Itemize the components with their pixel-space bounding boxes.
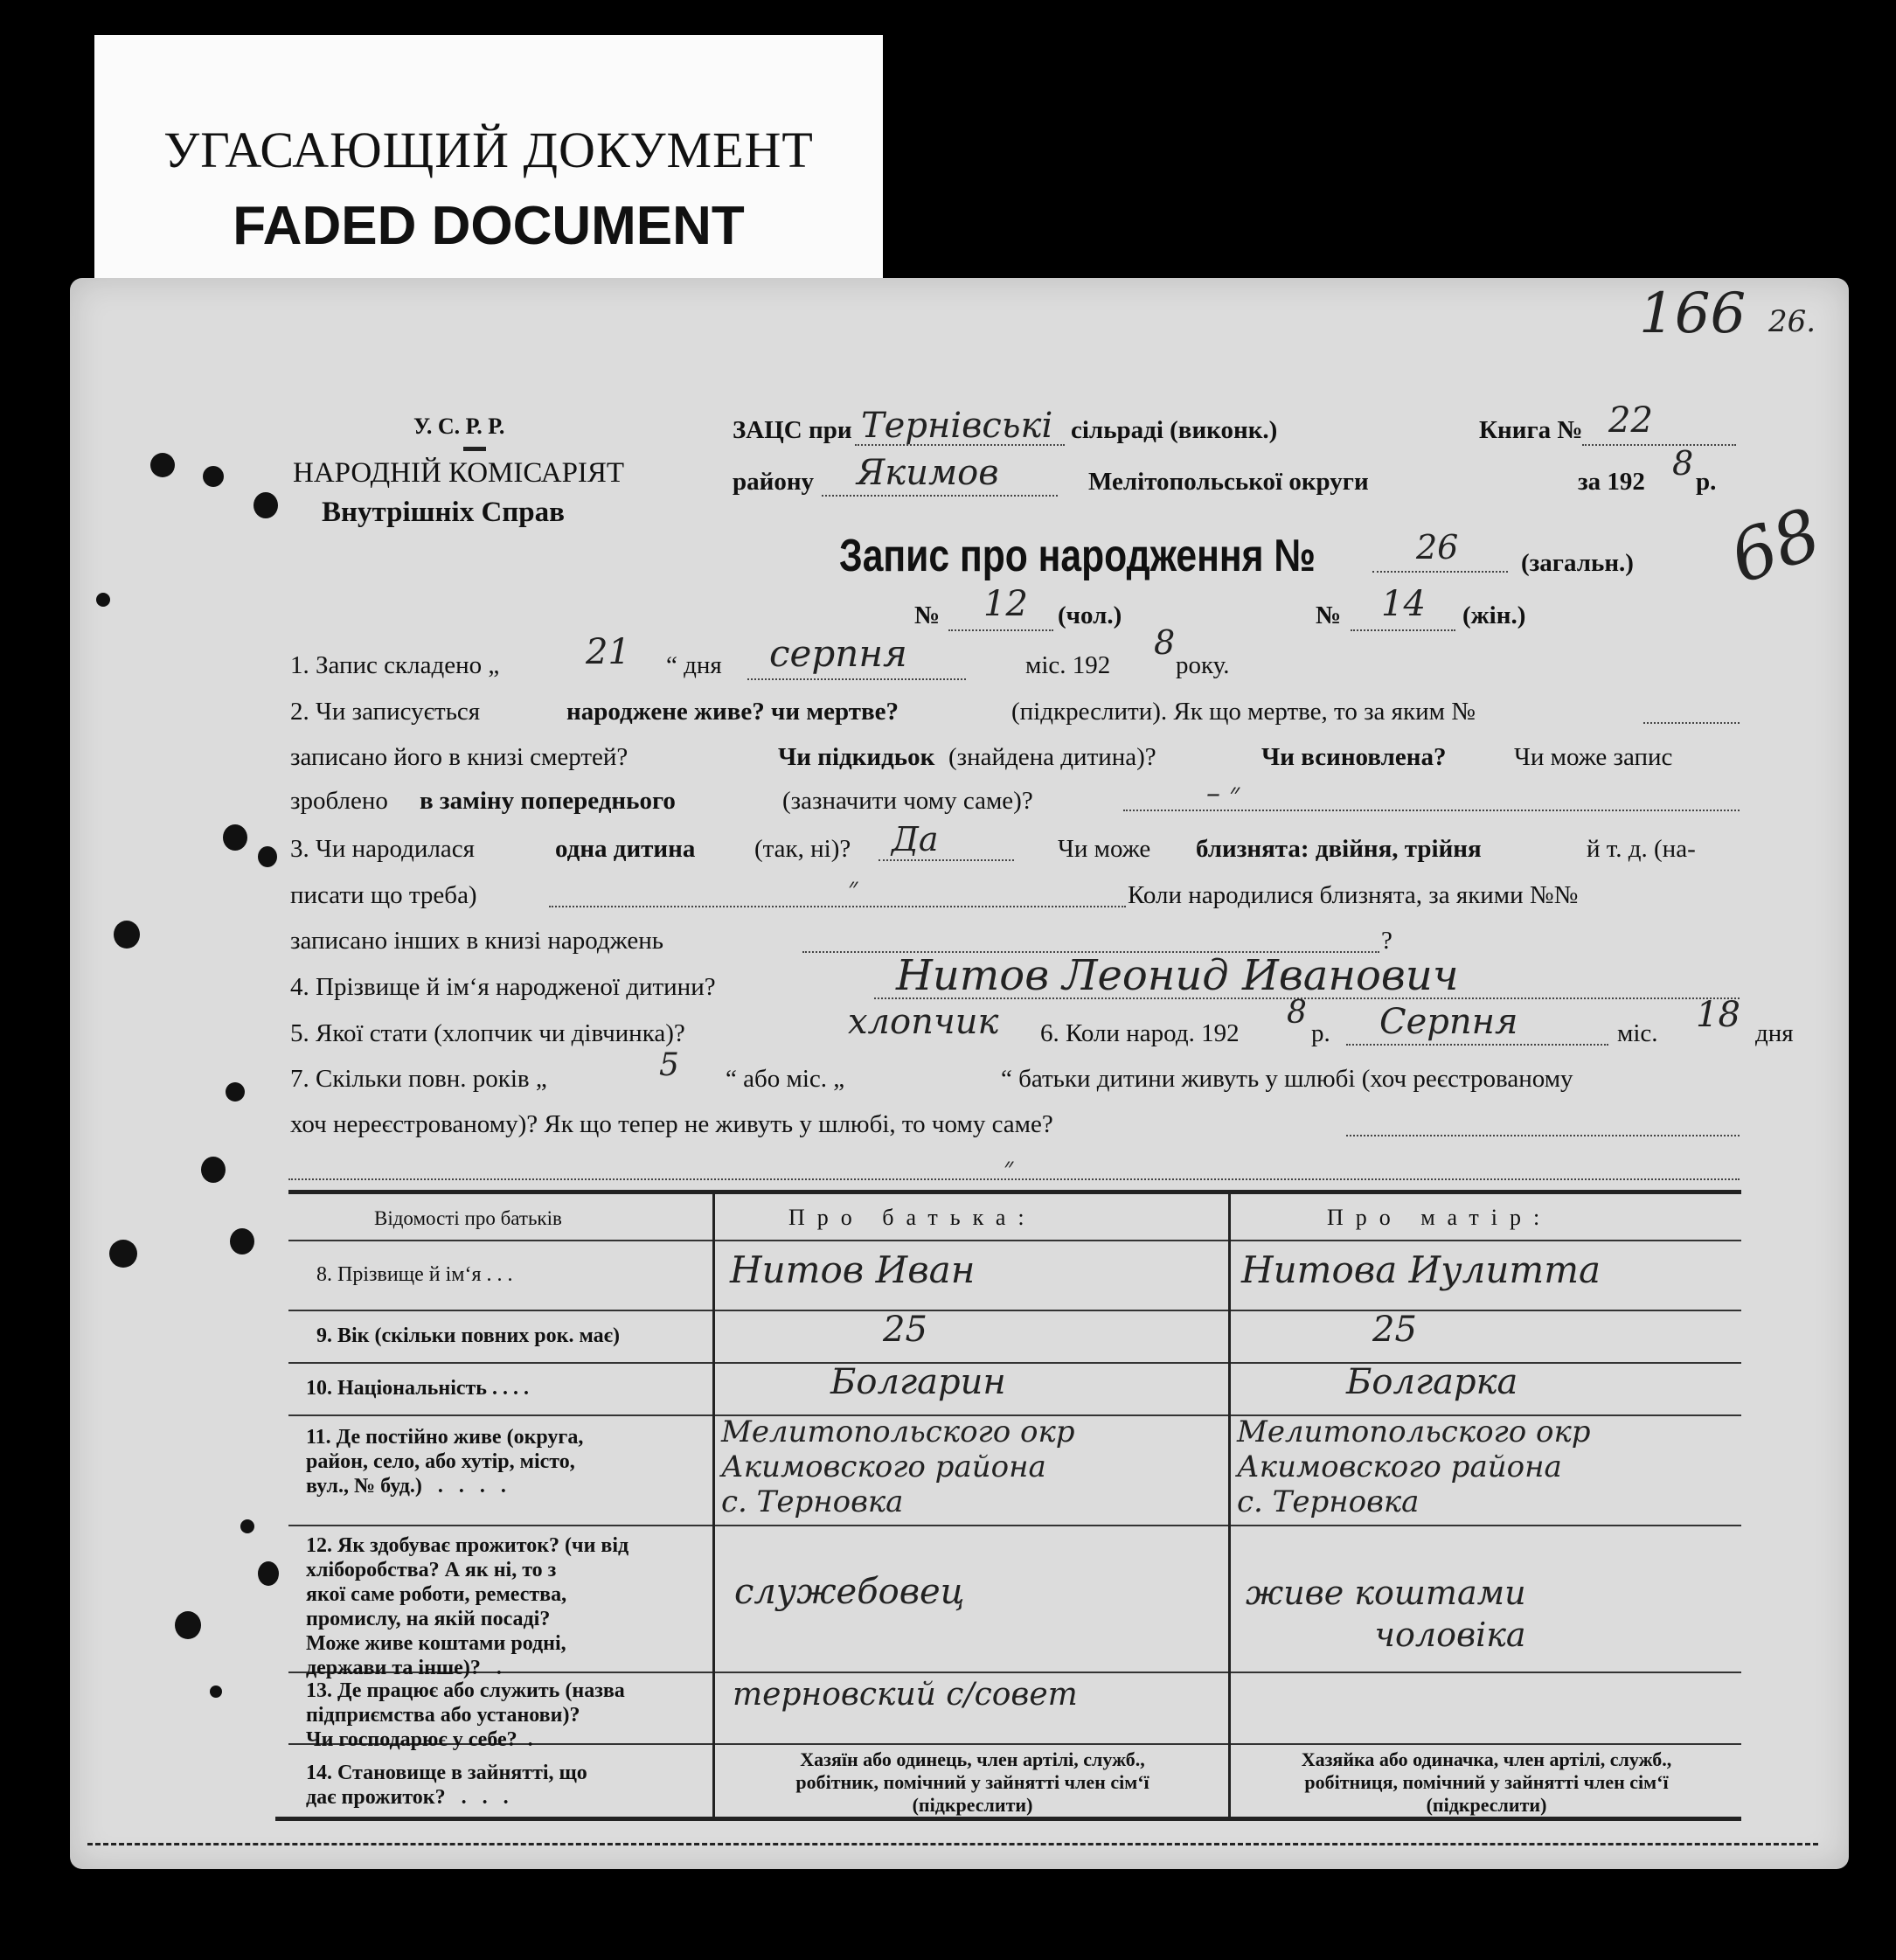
punch-hole — [226, 1082, 245, 1102]
q1-month-line — [747, 678, 966, 680]
punch-hole — [230, 1228, 254, 1255]
punch-hole — [223, 824, 247, 851]
q2-line3c: (зазначити чому саме)? — [782, 787, 1033, 815]
female-number-label: № — [1316, 601, 1342, 629]
record-number-line — [1372, 571, 1508, 573]
row9-father: 25 — [883, 1310, 927, 1350]
district-label: району — [733, 468, 815, 496]
q3-answer-line — [879, 859, 1014, 861]
internal-affairs-heading: Внутрішніх Справ — [322, 497, 565, 528]
male-number-line — [948, 629, 1053, 631]
row8-label: 8. Прізвище й ім‘я . . . — [316, 1263, 513, 1286]
q2-line3a: зроблено — [290, 787, 388, 815]
punch-hole — [96, 593, 110, 607]
row9-mother: 25 — [1372, 1310, 1417, 1350]
book-number: 22 — [1608, 400, 1653, 441]
q2-line2b: Чи підкидьок — [778, 743, 935, 771]
bottom-edge-line — [87, 1843, 1818, 1845]
q3-answer: Да — [892, 820, 939, 858]
birth-record-form — [70, 278, 1849, 1869]
q3-line1a: 3. Чи народилася — [290, 835, 476, 863]
row-line — [288, 1310, 1741, 1311]
row14-father: Хазяїн або одинець, член артілі, служб., робітник, помічний у зайнятті член сім‘ї (підкреслити) — [795, 1748, 1149, 1816]
row-line — [288, 1362, 1741, 1364]
punch-hole — [175, 1611, 201, 1639]
zags-line — [855, 444, 1065, 446]
punch-hole — [114, 921, 140, 949]
q3-line2a: писати що треба) — [290, 881, 477, 909]
q2-line1c: (підкреслити). Як що мертве, то за яким № — [1011, 698, 1476, 726]
male-number-label: № — [914, 601, 941, 629]
punch-hole — [150, 453, 175, 477]
row13-label: 13. Де працює або служить (назва підприємства або установи)? Чи господарює у себе? . — [306, 1679, 625, 1751]
ussr-heading: У. С. Р. Р. — [413, 414, 505, 439]
district-name: Якимов — [857, 453, 999, 493]
q7-answer: ״ — [1004, 1152, 1014, 1183]
column-divider — [712, 1194, 715, 1817]
q7-line3-line — [288, 1178, 1740, 1180]
q6-day: 18 — [1696, 995, 1740, 1035]
row10-label: 10. Національність . . . . — [306, 1377, 529, 1400]
punch-hole — [210, 1685, 222, 1698]
q3-line1b: одна дитина — [555, 835, 696, 863]
page-number: 166 — [1639, 281, 1747, 346]
q7-line2-line — [1346, 1135, 1740, 1136]
q7-line2: хоч нереєстрованому)? Як що тепер не живуть у шлюбі, то чому саме? — [290, 1110, 1053, 1138]
q7-label-a: 7. Скільки повн. років „ — [290, 1065, 547, 1093]
q5-sex: хлопчик — [848, 1002, 999, 1042]
zags-village: Тернівські — [861, 406, 1053, 446]
male-number: 12 — [983, 584, 1028, 624]
general-tag: (загальн.) — [1521, 549, 1634, 577]
q1-mid: “ дня — [666, 651, 722, 679]
q1-day: 21 — [586, 632, 630, 672]
q6-month: Серпня — [1379, 1002, 1518, 1042]
q2-answer: – ״ — [1206, 776, 1240, 810]
q2-line2e: Чи може запис — [1514, 743, 1673, 771]
q4-label: 4. Прізвище й ім‘я народженої дитини? — [290, 973, 716, 1001]
q3-line1e: близнята: двійня, трійня — [1196, 835, 1482, 863]
q2-line2c: (знайдена дитина)? — [948, 743, 1156, 771]
female-number: 14 — [1381, 584, 1426, 624]
col-header-parents: Відомості про батьків — [374, 1207, 562, 1229]
row13-father: терновский с/совет — [733, 1677, 1078, 1713]
q7-label-c: “ батьки дитини живуть у шлюбі (хоч реєстрованому — [1001, 1065, 1573, 1093]
q6-label: 6. Коли народ. 192 — [1040, 1019, 1240, 1047]
q6-mis: міс. — [1617, 1019, 1658, 1047]
q2-line2d: Чи всиновлена? — [1261, 743, 1447, 771]
q7-years: 5 — [659, 1047, 679, 1083]
q3-line1d: Чи може — [1058, 835, 1151, 863]
punch-hole — [203, 466, 224, 487]
year-digit: 8 — [1672, 444, 1694, 483]
q3-line2-answer: ״ — [848, 872, 858, 903]
punch-hole — [253, 492, 278, 518]
q3-line1f: й т. д. (на- — [1587, 835, 1696, 863]
q6-year-digit: 8 — [1287, 995, 1307, 1031]
female-number-line — [1351, 629, 1455, 631]
year-suffix: р. — [1696, 468, 1717, 496]
row12-label: 12. Як здобуває прожиток? (чи від хліборобства? А як ні, то з якої саме роботи, ремества, промислу, на якій посаді? Може живе коштами родні, держави та інше)? . — [306, 1534, 629, 1679]
okrug-label: Мелітопольської округи — [1088, 468, 1369, 496]
row10-father: Болгарин — [830, 1362, 1006, 1402]
district-line — [822, 495, 1058, 497]
q1-year-digit: 8 — [1154, 623, 1176, 662]
male-tag: (чол.) — [1058, 601, 1122, 629]
q3-line3b: ? — [1381, 927, 1392, 955]
year-label: за 192 — [1578, 468, 1645, 496]
book-label: Книга № — [1479, 416, 1583, 444]
row14-mother: Хазяйка або одиначка, член артілі, служб., робітниця, помічний у зайнятті член сім‘ї (підкреслити) — [1301, 1748, 1672, 1816]
q1-roku: року. — [1176, 651, 1230, 679]
q3-line1c: (так, ні)? — [754, 835, 851, 863]
q1-month: серпня — [769, 632, 907, 675]
row12-father: служебовец — [734, 1572, 965, 1612]
q1-mis: міс. 192 — [1025, 651, 1111, 679]
row10-mother: Болгарка — [1346, 1362, 1518, 1402]
book-line — [1582, 444, 1736, 446]
row-line — [288, 1525, 1741, 1526]
q3-line2b: Коли народилися близнята, за якими №№ — [1128, 881, 1579, 909]
col-header-father: Про батька: — [788, 1205, 1037, 1230]
punch-hole — [201, 1157, 226, 1183]
table-header-line — [288, 1240, 1741, 1241]
row8-father: Нитов Иван — [730, 1248, 976, 1291]
q2-line3-line — [1123, 810, 1740, 811]
label-english: FADED DOCUMENT — [233, 196, 745, 256]
q1-label: 1. Запис складено „ — [290, 651, 500, 679]
q3-line2-line — [549, 906, 1126, 907]
q2-death-no-line — [1643, 722, 1740, 724]
q2-line2a: записано його в книзі смертей? — [290, 743, 629, 771]
q6-r: р. — [1311, 1019, 1330, 1047]
row14-label: 14. Становище в зайнятті, що дає прожиток? . . . — [306, 1762, 587, 1809]
punch-hole — [240, 1519, 254, 1533]
zags-council: сільраді (виконк.) — [1071, 416, 1278, 444]
margin-mark: 68 — [1719, 492, 1831, 600]
q6-month-line — [1346, 1044, 1608, 1046]
record-number-general: 26 — [1416, 528, 1459, 566]
q2-line1b: народжене живе? чи мертве? — [566, 698, 899, 726]
female-tag: (жін.) — [1462, 601, 1526, 629]
q2-line3b: в заміну попереднього — [420, 787, 676, 815]
row11-father: Мелитопольского окр Акимовского района с. Терновка — [721, 1414, 1075, 1519]
row11-label: 11. Де постійно живе (округа, район, село, або хутір, місто, вул., № буд.) . . . . — [306, 1426, 584, 1498]
punch-hole — [109, 1240, 137, 1268]
q6-dnya: дня — [1755, 1019, 1794, 1047]
punch-hole — [258, 846, 277, 867]
row11-mother: Мелитопольского окр Акимовского района с. Терновка — [1237, 1414, 1591, 1519]
punch-hole — [258, 1561, 279, 1586]
divider — [463, 447, 486, 451]
table-top-border — [288, 1190, 1741, 1194]
q4-child-name: Нитов Леонид Иванович — [896, 951, 1459, 1000]
col-header-mother: Про матір: — [1327, 1205, 1552, 1230]
q4-line — [874, 997, 1740, 999]
record-title: Запис про народження № — [839, 531, 1316, 581]
label-russian: УГАСАЮЩИЙ ДОКУМЕНТ — [163, 122, 814, 178]
faded-document-label — [94, 35, 883, 288]
zags-label: ЗАЦС при — [733, 416, 852, 444]
column-divider — [1228, 1194, 1231, 1817]
q3-line3a: записано інших в книзі народжень — [290, 927, 663, 955]
commissariat-heading: НАРОДНІЙ КОМІСАРІЯТ — [293, 457, 625, 489]
row12-mother: живе коштами чоловіка — [1246, 1574, 1526, 1654]
q7-label-b: “ або міс. „ — [726, 1065, 845, 1093]
page-subnumber: 26. — [1768, 304, 1816, 339]
q2-line1a: 2. Чи записується — [290, 698, 481, 726]
row8-mother: Нитова Иулитта — [1241, 1248, 1601, 1291]
table-bottom-border — [275, 1817, 1741, 1821]
row9-label: 9. Вік (скільки повних рок. має) — [316, 1324, 621, 1347]
q5-label: 5. Якої стати (хлопчик чи дівчинка)? — [290, 1019, 685, 1047]
